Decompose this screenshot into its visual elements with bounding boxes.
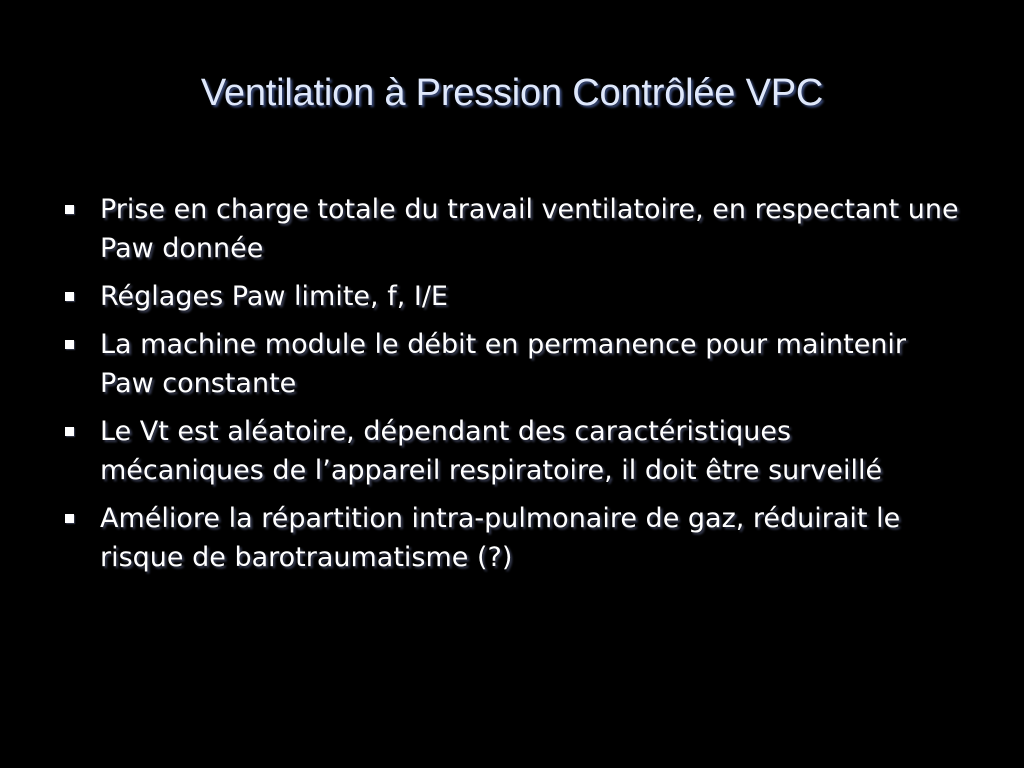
bullet-item: [60, 325, 960, 403]
bullet-text: Améliore la répartition intra-pulmonaire de gaz, réduirait le risque de barotraumatisme (?): [100, 503, 901, 573]
bullet-list: [60, 190, 960, 586]
bullet-item: [60, 412, 960, 490]
bullet-text: Le Vt est aléatoire, dépendant des caractéristiques mécaniques de l’appareil respiratoire, il doit être surveillé: [100, 416, 883, 486]
square-bullet-icon: [65, 514, 74, 523]
bullet-item: [60, 277, 960, 316]
square-bullet-icon: [65, 292, 74, 301]
square-bullet-icon: [65, 205, 74, 214]
bullet-text: Prise en charge totale du travail ventilatoire, en respectant une Paw donnée: [100, 194, 959, 264]
square-bullet-icon: [65, 340, 74, 349]
square-bullet-icon: [65, 427, 74, 436]
bullet-item: [60, 190, 960, 268]
bullet-text: Réglages Paw limite, f, I/E: [100, 281, 448, 312]
slide-title: Ventilation à Pression Contrôlée VPC: [200, 72, 824, 114]
bullet-text: La machine module le débit en permanence pour maintenir Paw constante: [100, 329, 907, 399]
bullet-item: [60, 499, 960, 577]
